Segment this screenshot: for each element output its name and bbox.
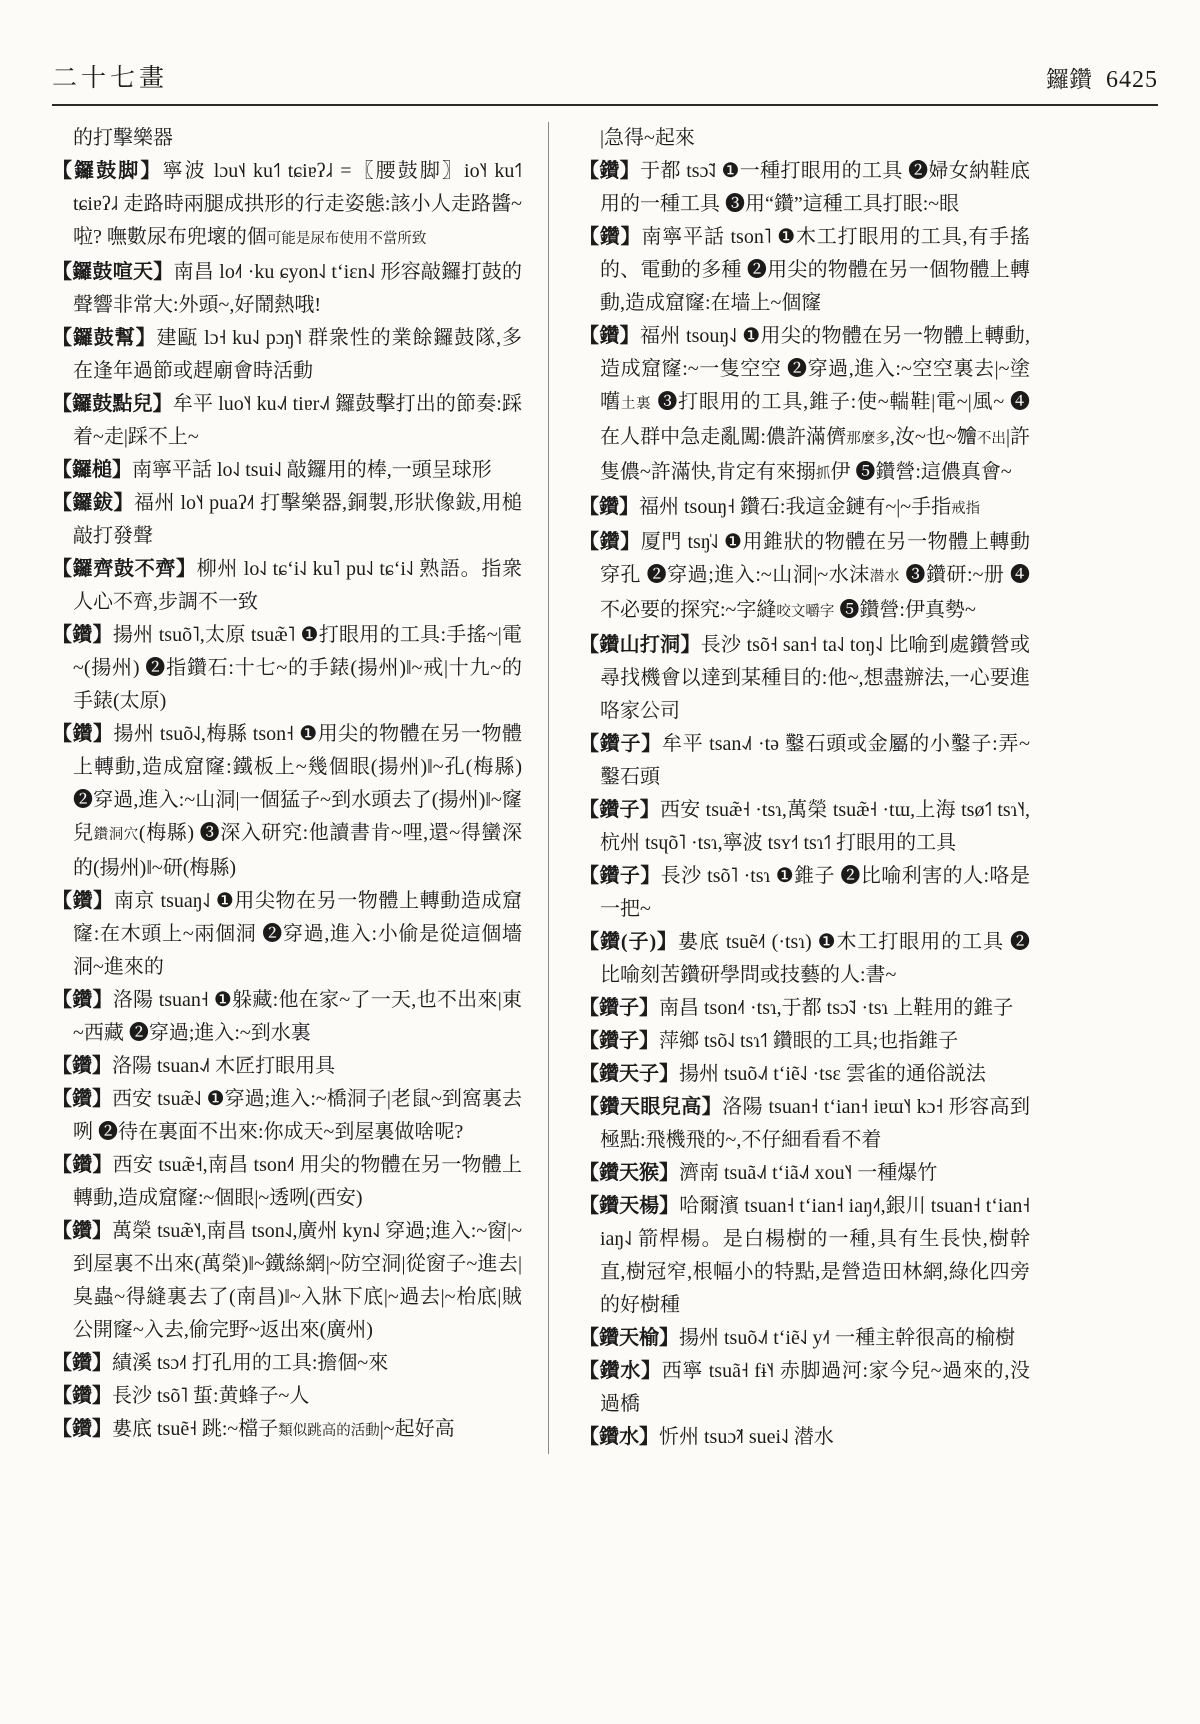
entry (579, 728, 1030, 794)
entry-body: 萍鄉 tsõ˨˩ tsɿ˦˥ 鑽眼的工具;也指錐子 (659, 1030, 959, 1052)
left-column (52, 122, 548, 1454)
entry-body: 揚州 tsuõ˨˩,梅縣 tson˧ ❶用尖的物體在另一物體上轉動,造成窟窿:鐵板上~幾個眼(揚州)‖~孔(梅縣) ❷穿過,進入:~山洞|一個猛子~到水頭去了(揚州)‖~窿兒 (73, 723, 523, 844)
entry-body: 柳州 lo˨˩ tɕʻi˨˩ ku˥ pu˨˩ tɕʻi˨˩ 熟語。指衆人心不齊,步調不一致 (73, 558, 523, 613)
entry (52, 553, 522, 619)
entry-body: 南京 tsuaŋ˨˩ ❶用尖物在另一物體上轉動造成窟窿:在木頭上~兩個洞 ❷穿過,進入:小偷是從這個墻洞~進來的 (73, 890, 523, 978)
entry-headword: 【鑼鈸】 (52, 492, 134, 514)
entry-headword: 【鑼鼓幫】 (52, 327, 157, 349)
entry-body: 績溪 tsɔ˨˦ 打孔用的工具:擔個~來 (112, 1352, 389, 1374)
entry (52, 984, 522, 1050)
entry-headword: 【鑽子】 (579, 865, 661, 887)
entry-headword: 【鑽水】 (579, 1426, 659, 1448)
entry (579, 1190, 1030, 1322)
entry-headword: 【鑽水】 (579, 1360, 662, 1382)
entry (52, 388, 522, 454)
entry (52, 885, 522, 984)
entry-body: 南昌 lo˨˦ ·ku ɕyon˨˩ tʻiɛn˨˩ 形容敲鑼打鼓的聲響非常大:外頭~,好鬧熱哦! (73, 261, 523, 316)
entry-body: 厦門 tsŋ̍˨˩ ❶用錐狀的物體在另一物體上轉動穿孔 ❷穿過;進入:~山洞|~水沫 (600, 531, 1031, 586)
entry-body: ❸打眼用的工具,錐子:使~輲鞋|電~|風~ ❹在人群中急走亂闖:儂許滿儕 (600, 391, 1031, 448)
gloss-annotation: 類似跳高的活動 (278, 1423, 380, 1439)
entry-body: 牟平 luo˥˧ ku˨˩˦ tiɐr˨˩˦ 鑼鼓擊打出的節奏:踩着~走|踩不上~ (73, 393, 523, 448)
entry-body: 西安 tsuæ̃˧ ·tsɿ,萬榮 tsuæ̃˧ ·tɯ,上海 tsø˦˥ tsɿ˥˧,杭州 tsɥõ˥ ·tsɿ,寧波 tsʏ˧˦ tsɿ˦˥ 打眼用的工具 (600, 799, 1031, 854)
entry-body: 的打擊樂器 (73, 127, 173, 149)
entry-body: 揚州 tsuõ˨˩˦ tʻiẽ˨˩ y˨˦ 一種主幹很高的榆樹 (679, 1327, 1016, 1349)
entry-headword: 【鑼鼓喧天】 (52, 261, 174, 283)
entry-body: 建甌 lɔ˧ ku˨˩ pɔŋ˥˧ 群衆性的業餘鑼鼓隊,多在逢年過節或趕廟會時活動 (73, 327, 523, 382)
right-column (548, 122, 1030, 1454)
entry-body: 西寧 tsuã˧ fɨ˥˧ 赤脚過河:家今兒~過來的,没過橋 (600, 1360, 1031, 1415)
entry (579, 320, 1030, 491)
entry (52, 155, 522, 256)
entry (52, 1050, 522, 1083)
entry-body: 長沙 tsõ˥ 蜇:黄蜂子~人 (112, 1385, 310, 1407)
entry (52, 1149, 522, 1215)
entry (52, 256, 522, 322)
entry (579, 1421, 1030, 1454)
entry-headword: 【鑽子】 (579, 733, 662, 755)
entry-headword: 【鑽子】 (579, 799, 660, 821)
section-title: 二十七畫 (52, 65, 169, 92)
entry-headword: 【鑽天猴】 (579, 1162, 679, 1184)
entry (52, 454, 522, 487)
gloss-annotation: 戒指 (951, 501, 981, 517)
entry-headword: 【鑽】 (52, 1154, 113, 1176)
entry-headword: 【鑽】 (52, 723, 114, 745)
entry (52, 1083, 522, 1149)
gloss-annotation: 土裏 (620, 396, 652, 412)
entry (52, 1380, 522, 1413)
entry-body: 長沙 tsõ˥ ·tsɿ ❶錐子 ❷比喻利害的人:咯是一把~ (600, 865, 1030, 920)
entry-body: 西安 tsuæ̃˨˩ ❶穿過;進入:~橋洞子|老鼠~到窩裏去咧 ❷待在裏面不出來:你成天~到屋裏做啥呢? (73, 1088, 522, 1143)
entry (579, 526, 1030, 629)
entry-body: ,汝~也~𣍐 (889, 426, 977, 448)
entry-body: 南昌 tson˨˦ ·tsɿ,于都 tsɔ̃˨˩ ·tsɿ 上鞋用的錐子 (659, 997, 1014, 1019)
entry-headword: 【鑽(子)】 (579, 931, 678, 953)
entry-body: 寧波 lɔu˦˨ ku˦˥ tɕiɐʔ˩˨ =〖腰鼓脚〗io˥˧ ku˦˥ tɕiɐʔ˩˨ 走路時兩腿成拱形的行走姿態:該小人走路醬~啦? 嘸數尿布兜壞的個 (73, 160, 523, 248)
entry-headword: 【鑽】 (52, 1220, 113, 1242)
entry-body: 揚州 tsuõ˨˩˦ tʻiẽ˨˩ ·tsɛ 雲雀的通俗説法 (679, 1063, 986, 1085)
entry-body: 于都 tsɔ̃˨˩ ❶一種打眼用的工具 ❷婦女納鞋底用的一種工具 ❸用“鑽”這種工具打眼:~眼 (600, 160, 1030, 215)
entry-body: ❸鑽研:~册 ❹不必要的探究:~字縫 (600, 564, 1030, 621)
page-number: 6425 (1106, 67, 1158, 93)
entry-headword: 【鑽】 (52, 1385, 112, 1407)
entry-body: (梅縣) ❸深入研究:他讀書肯~哩,還~得蠻深的(揚州)‖~研(梅縣) (73, 822, 522, 879)
entry (579, 1025, 1030, 1058)
entry (579, 1322, 1030, 1355)
entry (579, 1058, 1030, 1091)
entry-headword: 【鑽】 (579, 325, 641, 347)
entry-body: 揚州 tsuõ˥,太原 tsuæ̃˥ ❶打眼用的工具:手搖~|電~(揚州) ❷指鑽石:十七~的手錶(揚州)‖~戒|十九~的手錶(太原) (73, 624, 522, 712)
entry-body: |許隻儂~許滿快,肯定有來搦 (600, 426, 1031, 483)
entry-body: 南寧平話 tson˥ ❶木工打眼用的工具,有手搖的、電動的多種 ❷用尖的物體在另一個物體上轉動,造成窟窿:在墙上~個窿 (600, 226, 1030, 314)
entry (52, 619, 522, 718)
entry-body: 洛陽 tsuan˧ ❶躲藏:他在家~了一天,也不出來|東~西藏 ❷穿過;進入:~到水裏 (73, 989, 523, 1044)
page-header (52, 58, 1158, 106)
entry (579, 1091, 1030, 1157)
entry-headword: 【鑽】 (579, 160, 641, 182)
gloss-annotation: 那麼多 (846, 431, 890, 447)
entry-continuation (52, 122, 522, 155)
entry (52, 1347, 522, 1380)
entry-body: 福州 tsouŋ˨˩ ❶用尖的物體在另一物體上轉動,造成窟窿:~一隻空空 ❷穿過,進入:~空空裏去|~塗嚿 (600, 325, 1030, 413)
entry-body: 萬榮 tsuæ̃˥˧,南昌 tson˨˩,廣州 kyn˨˩ 穿過;進入:~窗|~到屋裏不出來(萬榮)‖~鐵絲網|~防空洞|從窗子~進去|臭蟲~得縫裏去了(南昌)‖~入牀下底|~過去|~枱底|賊公開窿~入去,偷完野~返出來(廣州) (73, 1220, 523, 1341)
entry-headword: 【鑽天眼兒高】 (579, 1096, 723, 1118)
entry-body: 洛陽 tsuan˨˩˦ 木匠打眼用具 (112, 1055, 336, 1077)
entry (52, 1413, 522, 1448)
entry-body: 長沙 tsõ˧ san˧ ta˨˩ toŋ˨˩ 比喻到處鑽營或尋找機會以達到某種目的:他~,想盡辦法,一心要進咯家公司 (600, 634, 1030, 722)
entry-headword: 【鑽】 (52, 1088, 113, 1110)
entry-continuation (579, 122, 1030, 155)
entry-headword: 【鑽】 (52, 1352, 112, 1374)
entry-body: 濟南 tsuã˨˩˦ tʻiã˨˩˦ xou˥˧ 一種爆竹 (679, 1162, 938, 1184)
entry (579, 491, 1030, 526)
entry-headword: 【鑽】 (52, 890, 114, 912)
entry-headword: 【鑼鼓點兒】 (52, 393, 173, 415)
entry-headword: 【鑽】 (52, 1418, 112, 1440)
entry-body: 洛陽 tsuan˧ tʻian˧ iɐɯ˥˧ kɔ˧ 形容高到極點:飛機飛的~,不仔細看看不着 (600, 1096, 1031, 1151)
entry-headword: 【鑽子】 (579, 1030, 659, 1052)
entry (579, 992, 1030, 1025)
entry-headword: 【鑼鼓脚】 (52, 160, 163, 182)
entry (579, 1355, 1030, 1421)
entry-headword: 【鑽】 (579, 226, 642, 248)
guide-word-block (1046, 61, 1158, 94)
entry-headword: 【鑽】 (579, 531, 641, 553)
entry-headword: 【鑽天榆】 (579, 1327, 679, 1349)
entry-body: 牟平 tsan˨˩˦ ·tə 鑿石頭或金屬的小鑿子:弄~鑿石頭 (600, 733, 1030, 788)
entry-headword: 【鑽山打洞】 (579, 634, 701, 656)
entry-headword: 【鑽天楊】 (579, 1195, 680, 1217)
gloss-annotation: 抓 (815, 466, 831, 482)
entry-body: 婁底 tsuẽ˨˦ (·tsɿ) ❶木工打眼用的工具 ❷比喻刻苦鑽研學問或技藝的人:書~ (600, 931, 1030, 986)
entry (52, 322, 522, 388)
entry-body: |~起好高 (379, 1418, 455, 1440)
entry-body: 南寧平話 lo˨˩ tsui˨˩ 敲鑼用的棒,一頭呈球形 (132, 459, 492, 481)
entry-headword: 【鑼齊鼓不齊】 (52, 558, 197, 580)
entry (579, 794, 1030, 860)
entry-headword: 【鑽】 (52, 1055, 112, 1077)
entry-body: 忻州 tsuɔ̃˨˦ suei˨˩ 潜水 (659, 1426, 834, 1448)
entry-body: ❺鑽營:伊真勢~ (834, 599, 976, 621)
entry (579, 155, 1030, 221)
entry (579, 860, 1030, 926)
gloss-annotation: 不出 (976, 431, 1006, 447)
entry (52, 1215, 522, 1347)
entry (579, 629, 1030, 728)
entry-body: 福州 lo˥˧ puaʔ˨˦ 打擊樂器,銅製,形狀像鈸,用槌敲打發聲 (73, 492, 523, 547)
entry (52, 718, 522, 885)
entry (579, 1157, 1030, 1190)
entry-body: |急得~起來 (600, 127, 695, 149)
entry-body: 婁底 tsuẽ˧ 跳:~檔子 (112, 1418, 279, 1440)
entry-headword: 【鑽】 (579, 496, 639, 518)
entry-body: 西安 tsuæ̃˧,南昌 tson˨˦ 用尖的物體在另一物體上轉動,造成窟窿:~個眼|~透咧(西安) (73, 1154, 522, 1209)
entry-body: 伊 ❺鑽營:這儂真會~ (830, 461, 1012, 483)
entry-body: 哈爾濱 tsuan˧ tʻian˧ iaŋ˨˦,銀川 tsuan˧ tʻian˧ iaŋ˨˩ 箭桿楊。是白楊樹的一種,具有生長快,樹幹直,樹冠窄,根幅小的特點,是營造田林網,綠化四旁的好樹種 (600, 1195, 1031, 1316)
gloss-annotation: 可能是尿布使用不當所致 (266, 231, 427, 247)
gloss-annotation: 鑽洞穴 (93, 827, 139, 843)
entry (579, 221, 1030, 320)
text-body (52, 122, 1030, 1454)
entry (52, 487, 522, 553)
gloss-annotation: 咬文嚼字 (776, 604, 835, 620)
entry-headword: 【鑼槌】 (52, 459, 132, 481)
guide-word: 鑼鑽 (1046, 67, 1092, 92)
entry-headword: 【鑽】 (52, 989, 113, 1011)
entry-body: 福州 tsouŋ˧ 鑽石:我這金鏈有~|~手指 (639, 496, 952, 518)
entry-headword: 【鑽】 (52, 624, 113, 646)
entry-headword: 【鑽天子】 (579, 1063, 679, 1085)
entry-headword: 【鑽子】 (579, 997, 659, 1019)
entry (579, 926, 1030, 992)
gloss-annotation: 潜水 (869, 569, 900, 585)
